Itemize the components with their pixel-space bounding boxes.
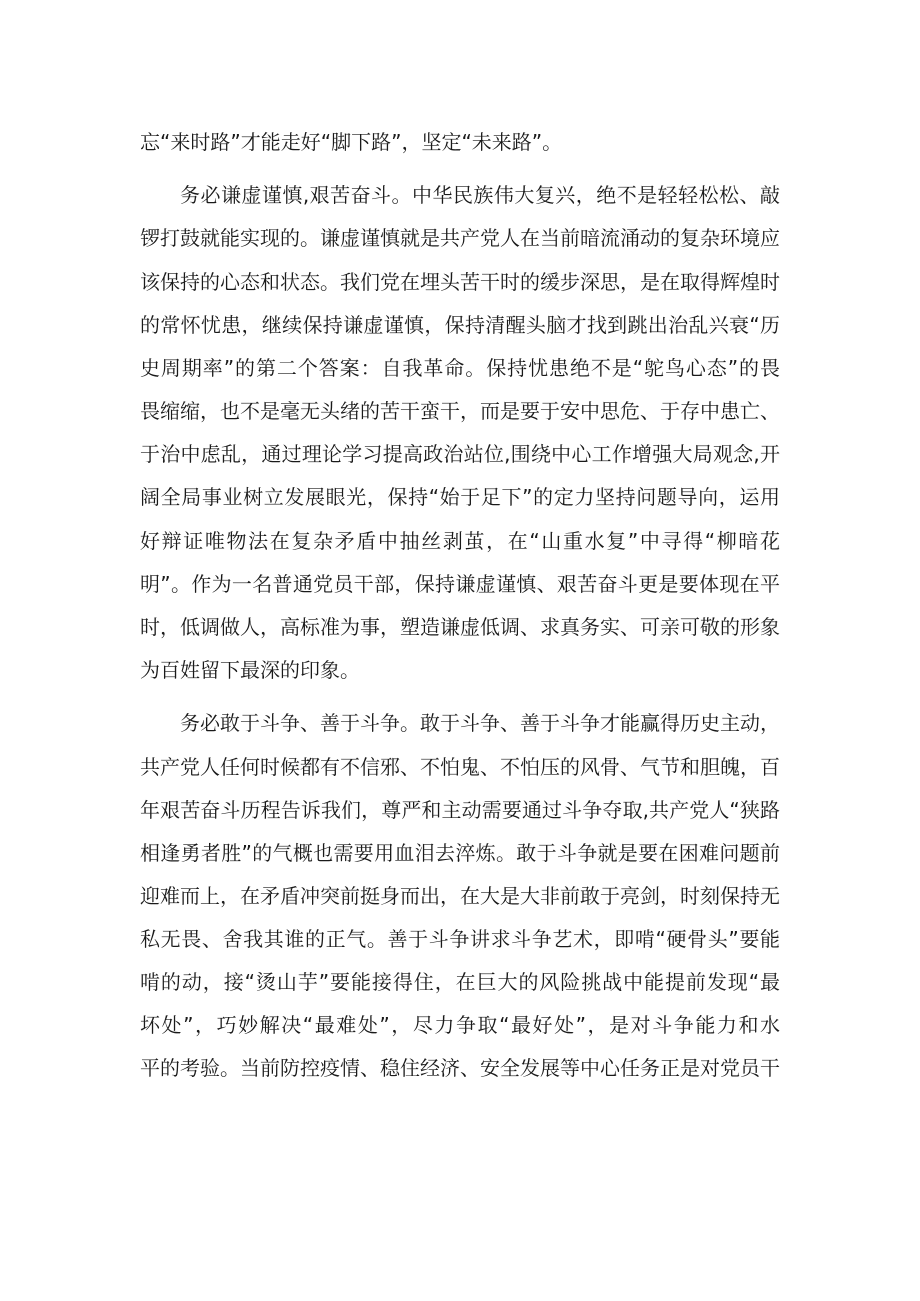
text-line: 坏处”，巧妙解决“最难处”，尽力争取“最好处”，是对斗争能力和水 xyxy=(140,1013,780,1037)
text-line: 共产党人任何时候都有不信邪、不怕鬼、不怕压的风骨、气节和胆魄，百 xyxy=(140,755,780,779)
text-line: 务必敢于斗争、善于斗争。敢于斗争、善于斗争才能赢得历史主动， xyxy=(180,711,780,735)
text-line: 的常怀忧患，继续保持谦虚谨慎，保持清醒头脑才找到跳出治乱兴衰“历 xyxy=(140,313,780,337)
text-line: 锣打鼓就能实现的。谦虚谨慎就是共产党人在当前暗流涌动的复杂环境应 xyxy=(140,226,780,250)
text-line: 年艰苦奋斗历程告诉我们，尊严和主动需要通过斗争夺取,共产党人“狭路 xyxy=(140,798,780,822)
text-line: 畏缩缩，也不是毫无头绪的苦干蛮干，而是要于安中思危、于存中患亡、 xyxy=(140,399,780,423)
text-line: 阔全局事业树立发展眼光，保持“始于足下”的定力坚持问题导向，运用 xyxy=(140,485,780,509)
text-line: 迎难而上，在矛盾冲突前挺身而出，在大是大非前敢于亮剑，时刻保持无 xyxy=(140,884,780,908)
text-line: 相逢勇者胜”的气概也需要用血泪去淬炼。敢于斗争就是要在困难问题前 xyxy=(140,841,780,865)
text-line: 忘“来时路”才能走好“脚下路”，坚定“未来路”。 xyxy=(140,130,563,154)
text-line: 务必谦虚谨慎,艰苦奋斗。中华民族伟大复兴，绝不是轻轻松松、敲 xyxy=(180,183,780,207)
text-line: 时，低调做人，高标准为事，塑造谦虚低调、求真务实、可亲可敬的形象 xyxy=(140,615,780,639)
text-line: 平的考验。当前防控疫情、稳住经济、安全发展等中心任务正是对党员干 xyxy=(140,1056,780,1080)
text-line: 私无畏、舍我其谁的正气。善于斗争讲求斗争艺术，即啃“硬骨头”要能 xyxy=(140,927,780,951)
text-line: 于治中虑乱，通过理论学习提高政治站位,围绕中心工作增强大局观念,开 xyxy=(140,442,780,466)
text-line: 史周期率”的第二个答案：自我革命。保持忧患绝不是“鸵鸟心态”的畏 xyxy=(140,356,780,380)
text-line: 明”。作为一名普通党员干部，保持谦虚谨慎、艰苦奋斗更是要体现在平 xyxy=(140,572,780,596)
text-line: 啃的动，接“烫山芋”要能接得住，在巨大的风险挑战中能提前发现“最 xyxy=(140,970,780,994)
text-line: 该保持的心态和状态。我们党在埋头苦干时的缓步深思，是在取得辉煌时 xyxy=(140,270,780,294)
text-line: 为百姓留下最深的印象。 xyxy=(140,658,360,682)
text-line: 好辩证唯物法在复杂矛盾中抽丝剥茧，在“山重水复”中寻得“柳暗花 xyxy=(140,529,780,553)
